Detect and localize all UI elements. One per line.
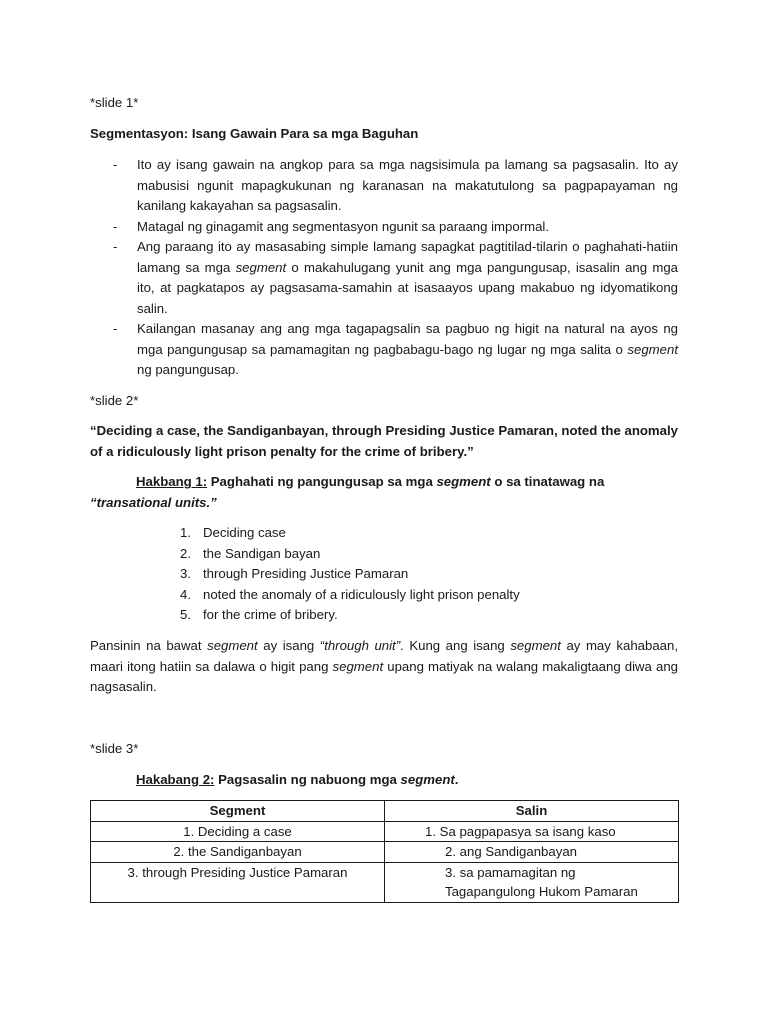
- segment-translation-table: [90, 800, 679, 903]
- slide-1-marker: *slide 1*: [90, 95, 139, 110]
- slide-3-marker: *slide 3*: [90, 741, 139, 756]
- table-row: 1. Deciding a case 1. Sa pagpapasya sa isang kaso: [91, 821, 679, 842]
- list-item: 5. for the crime of bribery.: [180, 607, 338, 622]
- table-row: 2. the Sandiganbayan 2. ang Sandiganbayan: [91, 842, 679, 863]
- segment-list: [180, 523, 600, 626]
- table-header-row: [91, 801, 679, 822]
- step-2-heading: Hakabang 2: Pagsasalin ng nabuong mga segment.: [136, 772, 459, 787]
- step-1-heading: Hakbang 1: Paghahati ng pangungusap sa mga segment o sa tinatawag na “transational units.”: [90, 474, 605, 510]
- column-header-salin: Salin: [385, 801, 679, 822]
- column-header-segment: Segment: [91, 801, 385, 822]
- list-item: 1. Deciding case: [180, 525, 286, 540]
- table-row: 3. through Presiding Justice Pamaran 3. sa pamamagitan ng Tagapangulong Hukom Pamaran: [91, 862, 679, 902]
- slide-2-marker: *slide 2*: [90, 393, 139, 408]
- list-item: - Matagal ng ginagamit ang segmentasyon ngunit sa paraang impormal.: [113, 218, 549, 234]
- slide-1-title: Segmentasyon: Isang Gawain Para sa mga Baguhan: [90, 126, 419, 141]
- list-item: 4. noted the anomaly of a ridiculously light prison penalty: [180, 586, 520, 602]
- list-item: - Ang paraang ito ay masasabing simple lamang sapagkat pagtitilad-tilarin o paghahati-hatiin lamang sa mga segment o makahulugang yunit ang mga pangungusap, isasalin ang mga ito, at pagkatapos ay pagsasama-samahin at isasaayos upang makabuo ng idyomatikong salin.: [113, 239, 678, 316]
- list-item: - Kailangan masanay ang ang mga tagapagsalin sa pagbuo ng higit na natural na ayos ng mga pangungusap sa pamamagitan ng pagbabagu-bago ng lugar ng mga salita o segment ng pangungusap.: [113, 321, 678, 377]
- list-item: 2. the Sandigan bayan: [180, 545, 321, 561]
- list-item: 3. through Presiding Justice Pamaran: [180, 566, 409, 581]
- slide-1-bullet-list: [90, 155, 678, 381]
- list-item: - Ito ay isang gawain na angkop para sa mga nagsisimula pa lamang sa pagsasalin. Ito ay mabusisi ngunit mapagkukunan ng karanasan na makatutulong sa pagpapayaman ng kanilang kakayahan sa pagsasalin.: [113, 157, 678, 213]
- slide-2-quote: “Deciding a case, the Sandiganbayan, through Presiding Justice Pamaran, noted the anomaly of a ridiculously light prison penalty for the crime of bribery.”: [90, 423, 678, 459]
- segment-note-paragraph: Pansinin na bawat segment ay isang “through unit”. Kung ang isang segment ay may kahabaan, maari itong hatiin sa dalawa o higit pang segment upang matiyak na walang makaligtaang diwa ang nagsasalin.: [90, 638, 679, 694]
